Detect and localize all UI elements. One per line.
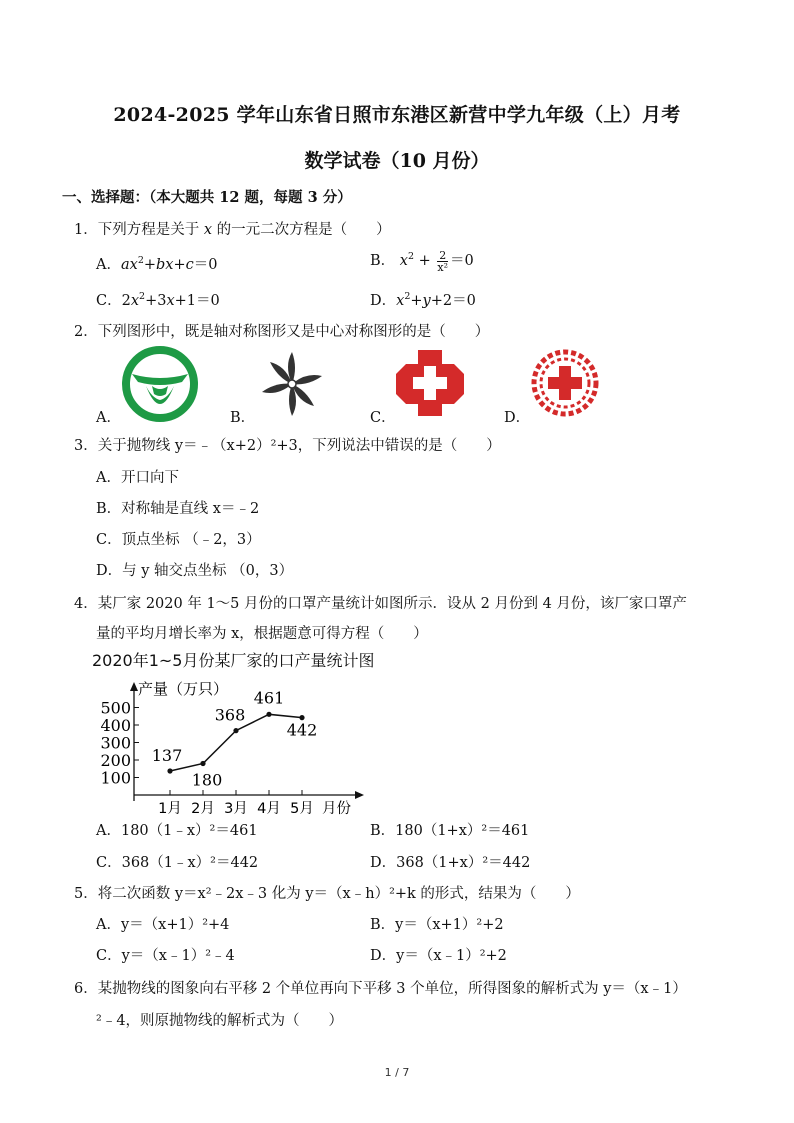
data-point bbox=[299, 715, 304, 720]
question-5-option-c: C．y＝（x﹣1）²﹣4 bbox=[96, 948, 235, 964]
data-point bbox=[167, 768, 172, 773]
question-3-option-b: B．对称轴是直线 x＝﹣2 bbox=[96, 501, 260, 517]
x-tick-label: 2月 bbox=[191, 801, 215, 815]
question-2-label-d: D． bbox=[504, 410, 531, 426]
x-tick-label: 1月 bbox=[158, 801, 182, 815]
question-1-option-b: B． $x^2$ + $\frac{2}{\text{x²}}$ ＝0 bbox=[370, 248, 474, 274]
x-tick-label: 4月 bbox=[257, 801, 281, 815]
production-line-chart bbox=[100, 680, 370, 815]
question-6-stem-line1: 6．某抛物线的图象向右平移 2 个单位再向下平移 3 个单位，所得图象的解析式为 y＝（x﹣1） bbox=[74, 981, 687, 997]
question-1-option-d: D．$x^2+y+2=0$ bbox=[370, 291, 476, 309]
y-tick-label: 100 bbox=[100, 768, 131, 788]
question-6-stem-line2: ²﹣4，则原抛物线的解析式为（ ） bbox=[96, 1013, 344, 1029]
data-label: 461 bbox=[253, 688, 285, 708]
chart-title: 2020年1~5月份某厂家的口产量统计图 bbox=[92, 651, 375, 670]
question-4-option-a: A．180（1﹣x）²＝461 bbox=[96, 823, 258, 839]
question-3-option-a: A．开口向下 bbox=[96, 470, 179, 486]
question-3-stem: 3．关于抛物线 y＝﹣（x+2）²+3，下列说法中错误的是（ ） bbox=[74, 438, 501, 454]
question-4-option-b: B．180（1+x）²＝461 bbox=[370, 823, 530, 839]
question-2-stem: 2．下列图形中，既是轴对称图形又是中心对称图形的是（ ） bbox=[74, 324, 490, 340]
red-cross-wreath-figure bbox=[530, 348, 600, 418]
y-axis-arrow bbox=[130, 682, 138, 691]
data-label: 180 bbox=[191, 770, 223, 790]
question-4-stem-line1: 4．某厂家 2020 年 1～5 月份的口罩产量统计如图所示．设从 2 月份到 4 月份，该厂家口罩产 bbox=[74, 596, 687, 612]
data-label: 368 bbox=[214, 705, 246, 725]
page-number: 1 / 7 bbox=[384, 1066, 410, 1079]
question-5-stem: 5．将二次函数 y＝x²﹣2x﹣3 化为 y＝（x﹣h）²+k 的形式，结果为（ ） bbox=[74, 886, 580, 902]
data-point bbox=[200, 761, 205, 766]
data-label: 442 bbox=[286, 720, 318, 740]
data-label: 137 bbox=[151, 746, 183, 766]
question-4-option-d: D．368（1+x）²＝442 bbox=[370, 855, 531, 871]
pinwheel-figure bbox=[254, 346, 330, 422]
question-2-label-b: B． bbox=[230, 410, 256, 426]
question-2-label-c: C． bbox=[370, 410, 396, 426]
question-5-option-d: D．y＝（x﹣1）²+2 bbox=[370, 948, 507, 964]
exam-title-line1: 2024-2025 学年山东省日照市东港区新营中学九年级（上）月考 bbox=[113, 104, 681, 126]
question-2-label-a: A． bbox=[96, 410, 121, 426]
y-tick-label: 200 bbox=[100, 751, 131, 770]
question-4-option-c: C．368（1﹣x）²＝442 bbox=[96, 855, 259, 871]
question-3-option-c: C．顶点坐标 （﹣2，3） bbox=[96, 532, 261, 548]
data-point bbox=[233, 728, 238, 733]
question-5-option-b: B．y＝（x+1）²+2 bbox=[370, 917, 504, 933]
green-circle-logo-figure bbox=[122, 346, 198, 422]
question-1-option-a: A．$ax^2+bx+c=0$ bbox=[96, 255, 218, 273]
question-1-option-c: C．$2x^2+3x+1=0$ bbox=[96, 291, 220, 309]
section-heading: 一、选择题：（本大题共 12 题，每题 3 分） bbox=[62, 189, 352, 206]
question-5-option-a: A．y＝（x+1）²+4 bbox=[96, 917, 230, 933]
y-axis-label: 产量（万只） bbox=[138, 680, 229, 698]
x-tick-label: 3月 bbox=[224, 801, 248, 815]
y-tick-label: 500 bbox=[100, 698, 131, 718]
red-cross-hospital-figure bbox=[394, 348, 466, 418]
question-1-stem: 1．下列方程是关于 x 的一元二次方程是（ ） bbox=[74, 222, 391, 238]
x-tick-label: 5月 bbox=[290, 801, 314, 815]
data-point bbox=[266, 712, 271, 717]
x-axis-arrow bbox=[355, 791, 364, 799]
x-axis-label: 月份 bbox=[322, 801, 351, 815]
question-3-option-d: D．与 y 轴交点坐标 （0，3） bbox=[96, 563, 294, 579]
y-tick-label: 400 bbox=[100, 716, 131, 735]
exam-title-line2: 数学试卷（10 月份） bbox=[304, 150, 490, 172]
y-tick-label: 300 bbox=[100, 733, 131, 753]
question-4-stem-line2: 量的平均月增长率为 x，根据题意可得方程（ ） bbox=[96, 626, 428, 642]
